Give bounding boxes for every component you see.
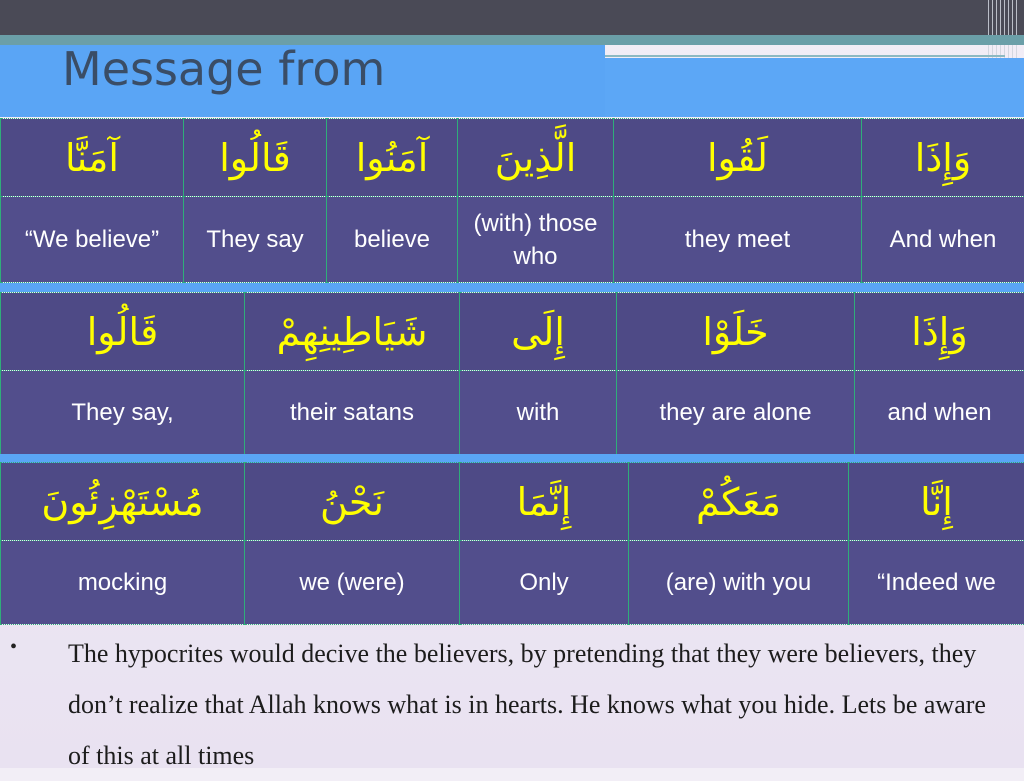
arabic-word: شَيَاطِينِهِمْ — [245, 293, 460, 371]
arabic-word: وَإِذَا — [855, 293, 1024, 371]
arabic-word: إِنَّمَا — [460, 463, 629, 541]
english-gloss: (with) those who — [458, 197, 614, 283]
arabic-word: وَإِذَا — [862, 119, 1024, 197]
arabic-word: آمَنُوا — [327, 119, 458, 197]
arabic-word: إِنَّا — [849, 463, 1024, 541]
slide-title: Message from — [62, 42, 385, 96]
arabic-word: خَلَوْا — [617, 293, 855, 371]
english-row — [1, 197, 1024, 283]
arabic-word: مُسْتَهْزِئُونَ — [1, 463, 245, 541]
vocab-table-1 — [0, 118, 1024, 283]
english-gloss: with — [460, 371, 617, 455]
arabic-row — [1, 463, 1024, 541]
arabic-word: إِلَى — [460, 293, 617, 371]
arabic-word: مَعَكُمْ — [629, 463, 849, 541]
english-gloss: mocking — [1, 541, 245, 625]
note-section — [0, 624, 1024, 768]
top-bar — [0, 0, 1024, 35]
english-gloss: They say, — [1, 371, 245, 455]
english-gloss: and when — [855, 371, 1024, 455]
english-gloss: they meet — [614, 197, 862, 283]
english-row — [1, 541, 1024, 625]
arabic-word: لَقُوا — [614, 119, 862, 197]
arabic-row — [1, 293, 1024, 371]
english-gloss: “Indeed we — [849, 541, 1024, 625]
english-gloss: And when — [862, 197, 1024, 283]
english-gloss: Only — [460, 541, 629, 625]
english-row — [1, 371, 1024, 455]
english-gloss: we (were) — [245, 541, 460, 625]
vocab-table-3 — [0, 462, 1024, 625]
english-gloss: They say — [184, 197, 327, 283]
note-text: The hypocrites would decive the believers, by pretending that they were believers, they don’t realize that Allah knows what is in hearts. He knows what you hide. Lets be aware of this at all times — [68, 628, 1008, 781]
arabic-word: قَالُوا — [184, 119, 327, 197]
english-gloss: they are alone — [617, 371, 855, 455]
english-gloss: (are) with you — [629, 541, 849, 625]
arabic-word: قَالُوا — [1, 293, 245, 371]
english-gloss: their satans — [245, 371, 460, 455]
english-gloss: believe — [327, 197, 458, 283]
accent-line — [605, 55, 1005, 57]
arabic-word: الَّذِينَ — [458, 119, 614, 197]
arabic-row — [1, 119, 1024, 197]
title-band-right — [605, 58, 1024, 117]
vocab-table-2 — [0, 292, 1024, 455]
english-gloss: “We believe” — [1, 197, 184, 283]
arabic-word: آمَنَّا — [1, 119, 184, 197]
bullet-icon: • — [10, 636, 17, 659]
arabic-word: نَحْنُ — [245, 463, 460, 541]
row-separator — [0, 283, 1024, 292]
